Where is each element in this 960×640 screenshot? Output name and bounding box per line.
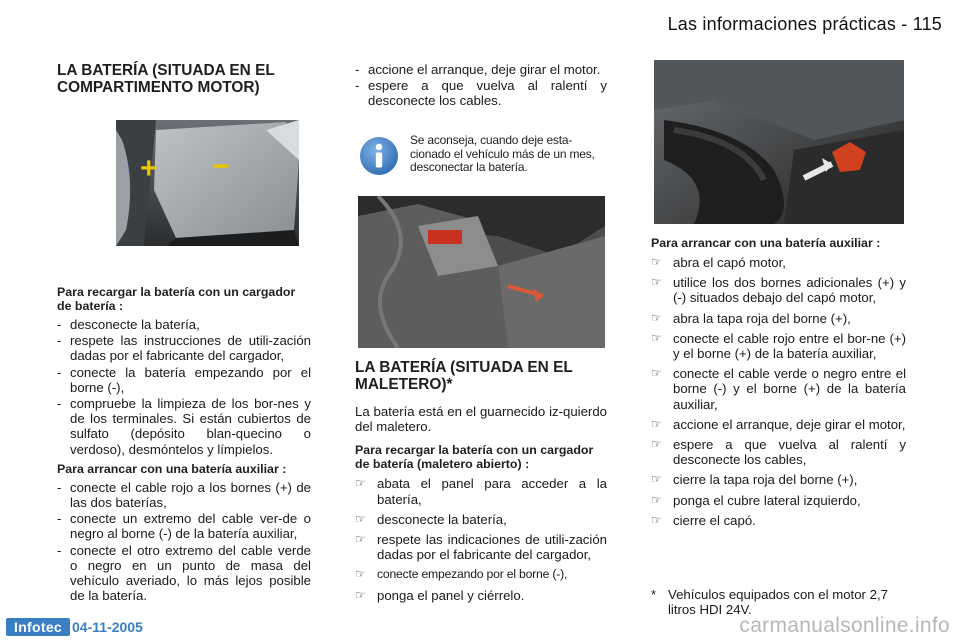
list-item	[57, 365, 311, 395]
list-item	[355, 512, 607, 527]
column-engine-battery	[57, 62, 311, 96]
pointing-hand-icon: ☞	[651, 472, 662, 487]
section-heading-engine-battery: LA BATERÍA (SITUADA EN EL COMPARTIMENTO MOTOR)	[57, 62, 275, 96]
dash-mark: -	[57, 364, 62, 380]
engine-jumpstart-heading: Para arrancar con una batería auxiliar :	[651, 236, 881, 250]
trunk-battery-instructions	[355, 359, 607, 608]
info-icon	[359, 136, 399, 176]
list-item	[355, 532, 607, 562]
jumpstart-list	[57, 480, 311, 604]
engine-jumpstart-list	[651, 255, 906, 528]
list-item-text: utilice los dos bornes adicionales (+) y (-) situados debajo del capó motor,	[673, 275, 906, 306]
trunk-recharge-heading: Para recargar la batería con un cargador de batería (maletero abierto) :	[355, 443, 594, 472]
list-item	[355, 78, 607, 108]
dash-mark: -	[355, 78, 360, 94]
pointing-hand-icon: ☞	[651, 492, 662, 507]
list-item-text: conecte un extremo del cable ver-de o negro al borne (-) de la batería auxiliar,	[70, 511, 311, 542]
list-item	[57, 543, 311, 604]
list-item-text: conecte el cable rojo entre el bor-ne (+) y el borne (+) de la batería auxiliar,	[673, 330, 906, 362]
infotec-logo: Infotec	[6, 618, 70, 636]
pointing-hand-icon: ☞	[651, 275, 662, 290]
list-item-text: abata el panel para acceder a la batería,	[377, 476, 607, 507]
list-item-text: cierre el capó.	[673, 512, 756, 528]
engine-battery-photo	[116, 120, 299, 246]
print-date: 04-11-2005	[72, 619, 143, 635]
dash-mark: -	[57, 511, 62, 527]
trunk-recharge-list	[355, 476, 607, 602]
dash-mark: -	[57, 542, 62, 558]
list-item-text: respete las indicaciones de utili-zación dadas por el fabricante del cargador,	[377, 532, 607, 563]
list-item-text: ponga el panel y ciérrelo.	[377, 587, 525, 603]
continued-steps-list	[355, 62, 607, 109]
list-item	[651, 311, 906, 326]
pointing-hand-icon: ☞	[651, 437, 662, 452]
minus-terminal-label: −	[212, 150, 230, 183]
footnote	[651, 587, 911, 617]
list-item	[57, 396, 311, 457]
list-item	[651, 331, 906, 361]
section-heading-trunk-battery: LA BATERÍA (SITUADA EN EL MALETERO)*	[355, 359, 573, 393]
footnote-text: Vehículos equipados con el motor 2,7 litros HDI 24V.	[668, 587, 888, 617]
pointing-hand-icon: ☞	[651, 366, 662, 381]
list-item-text: espere a que vuelva al ralentí y desconecte los cables,	[673, 437, 906, 468]
dash-mark: -	[57, 396, 62, 412]
plus-terminal-label: +	[140, 152, 158, 185]
pointing-hand-icon: ☞	[651, 255, 662, 269]
list-item	[57, 511, 311, 541]
list-item-text: conecte la batería empezando por el borne (-),	[70, 364, 311, 395]
recharge-heading: Para recargar la batería con un cargador de batería :	[57, 285, 296, 313]
pointing-hand-icon: ☞	[651, 416, 662, 431]
pointing-hand-icon: ☞	[651, 330, 662, 345]
list-item	[355, 588, 607, 603]
list-item	[651, 255, 906, 270]
page-header: Las informaciones prácticas - 115	[667, 14, 942, 34]
list-item-text: conecte el otro extremo del cable verde o negro en un punto de masa del vehículo averiado, lo más lejos posible de la batería.	[70, 542, 311, 604]
list-item	[651, 366, 906, 412]
list-item	[651, 275, 906, 305]
list-item	[57, 480, 311, 510]
dash-mark: -	[57, 333, 62, 349]
list-item-text: accione el arranque, deje girar el motor,	[673, 416, 906, 432]
pointing-hand-icon: ☞	[355, 532, 366, 547]
list-item-text: conecte el cable verde o negro entre el borne (-) y el borne (+) de la batería auxiliar,	[673, 366, 906, 412]
list-item	[651, 493, 906, 508]
info-note	[357, 132, 607, 182]
dash-mark: -	[57, 479, 62, 495]
list-item-text: espere a que vuelva al ralentí y desconecte los cables.	[368, 78, 607, 109]
recharge-list	[57, 317, 311, 457]
engine-jumpstart-instructions	[651, 236, 906, 533]
watermark: carmanualsonline.info	[739, 614, 950, 637]
dash-mark: -	[57, 317, 62, 332]
list-item	[355, 62, 607, 77]
list-item-text: desconecte la batería,	[377, 511, 507, 527]
list-item-text: cierre la tapa roja del borne (+),	[673, 472, 858, 488]
engine-terminals-photo	[654, 60, 904, 224]
trunk-battery-photo	[358, 196, 605, 348]
list-item	[651, 513, 906, 528]
pointing-hand-icon: ☞	[355, 511, 366, 526]
engine-battery-instructions	[57, 285, 311, 604]
list-item	[651, 437, 906, 467]
column-trunk-battery	[355, 62, 607, 110]
list-item	[57, 333, 311, 363]
list-item-text: compruebe la limpieza de los bor-nes y de los terminales. Si están cubiertos de sulfato (depósito blan-quecino o verdoso), desmóntelos y límpielos.	[70, 396, 311, 457]
dash-mark: -	[355, 62, 360, 77]
trunk-intro: La batería está en el guarnecido iz-quierdo del maletero.	[355, 404, 607, 435]
info-text: Se aconseja, cuando deje esta-cionado el vehículo más de un mes, desconectar la batería.	[410, 133, 595, 175]
list-item-text: desconecte la batería,	[70, 317, 200, 332]
pointing-hand-icon: ☞	[651, 310, 662, 325]
list-item-text: conecte empezando por el borne (-),	[377, 567, 568, 582]
jumpstart-heading: Para arrancar con una batería auxiliar :	[57, 461, 287, 476]
footnote-asterisk: *	[651, 587, 657, 602]
list-item-text: accione el arranque, deje girar el motor.	[368, 62, 601, 77]
list-item	[651, 472, 906, 487]
pointing-hand-icon: ☞	[355, 587, 366, 602]
list-item	[355, 567, 607, 582]
list-item-text: conecte el cable rojo a los bornes (+) de las dos baterías,	[70, 479, 311, 511]
list-item	[355, 476, 607, 506]
pointing-hand-icon: ☞	[355, 567, 366, 582]
list-item-text: abra el capó motor,	[673, 255, 786, 270]
pointing-hand-icon: ☞	[651, 512, 662, 527]
list-item-text: abra la tapa roja del borne (+),	[673, 310, 851, 326]
list-item-text: respete las instrucciones de utili-zación dadas por el fabricante del cargador,	[70, 333, 311, 364]
pointing-hand-icon: ☞	[355, 476, 366, 491]
list-item-text: ponga el cubre lateral izquierdo,	[673, 492, 861, 508]
list-item	[651, 417, 906, 432]
list-item	[57, 317, 311, 332]
